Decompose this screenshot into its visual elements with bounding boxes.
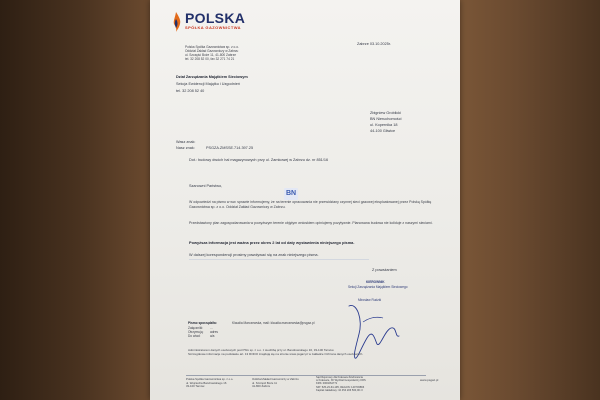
attachment-value: adres — [210, 330, 218, 334]
bn-watermark: BN — [284, 188, 298, 200]
sender-line: Polska Spółka Gazownictwa sp. z o.o. — [185, 45, 239, 49]
recipient-line: BN Nieruchomości — [370, 117, 402, 121]
prepared-by-label: Pismo sporządziła: — [188, 321, 217, 325]
prepared-by-name: Klaudia Marczewska, mail: klaudia.marczewska@psgaz.pl — [232, 321, 315, 325]
body-paragraph-1: W odpowiedzi na pismo w ww. sprawie informujemy, że na terenie opracowania nie przewidziany czynnej sieci gazowej eksploatowanej przez Polską Spółkę Gazownictwa sp. z o.o. Oddział Zakład Gazowniczy w Zabrzu. — [189, 200, 432, 209]
greeting: Szanowni Państwo, — [189, 184, 223, 188]
underline — [189, 259, 369, 260]
footer-line: Kapitał zakładowy: 10 454 206 500,00 zł — [316, 388, 363, 392]
footer-line: 41-800 Zabrze — [252, 384, 271, 389]
brand-subtitle: SPÓŁKA GAZOWNICTWA — [185, 25, 241, 30]
footer-line: w Krakowie, XII Wydział Gospodarczy KRS — [316, 379, 366, 383]
privacy-note-line: Administratorem danych osobowych jest PSG sp. z o.o. z siedzibą przy ul. Bandrowskiego 16, 33-100 Tarnów. — [188, 348, 335, 352]
sender-line: Oddział Zakład Gazowniczy w Zabrzu — [185, 49, 239, 53]
footer-line: KRS: 0000264771 — [316, 382, 338, 386]
closing: Z poważaniem — [372, 268, 397, 272]
footer-divider — [186, 375, 426, 376]
our-mark-label: Nasz znak: — [176, 146, 195, 150]
attachment-value: a/a — [210, 334, 215, 338]
footer-col-2 — [252, 378, 299, 389]
stamp-person: Mirosław Rudzki — [358, 298, 382, 302]
footer-website: www.psgaz.pl — [420, 378, 439, 382]
recipient-line: ul. Kopernika 18 — [370, 123, 398, 127]
footer-col-3 — [316, 376, 366, 392]
attachment-value: ... — [210, 326, 213, 330]
stamp-role: Sekcji Zarządzania Majątkiem Sieciowego — [348, 285, 408, 289]
your-mark-label: Wasz znak: — [176, 140, 196, 144]
our-mark-value: PSGZA.ZMSSE.714.397.25 — [206, 146, 254, 150]
background-left — [0, 0, 150, 400]
flame-logo-icon — [170, 12, 182, 32]
attachment-label: Otrzymują: — [188, 330, 204, 334]
recipient-line: Zbigniew Groblicki — [370, 111, 402, 115]
sender-line: ul. Szczęść Boże 11, 41-800 Zabrze — [185, 53, 236, 57]
sender-line: tel. 32 208 52 00, fax 32 271 74 21 — [185, 57, 235, 61]
footer-line: ul. Szczęść Boże 11 — [252, 380, 277, 385]
footer-line: Polska Spółka Gazownictwa sp. z o.o. — [186, 377, 234, 381]
footer-line: Sąd Rejonowy dla Krakowa-Śródmieścia — [316, 376, 363, 379]
correspondence-notice: W dalszej korespondencji prosimy powoływać się na znak niniejszego pisma. — [189, 253, 319, 257]
validity-notice: Powyższa informacja jest ważna przez okres 2 lat od daty wystawienia niniejszego pisma. — [189, 240, 355, 245]
letter-subject: Dot.: budowy dwóch hal magazynowych przy ul. Zamkowej w Zabrzu dz. nr 851/16 — [189, 158, 329, 162]
footer-line: Oddział Zakład Gazowniczy w Zabrzu — [252, 377, 299, 381]
department-title: Dział Zarządzania Majątkiem Sieciowym — [176, 75, 248, 79]
background-right — [460, 0, 600, 400]
attachment-label: Załączniki: — [188, 326, 204, 330]
body-paragraph-2: Przedstawiony plan zagospodarowania w powyższym terenie objętym wnioskiem opiniujemy pozytywnie. Planowana budowa nie koliduje z naszymi sieciami. — [189, 221, 433, 225]
stamp-name: KIEROWNIK — [366, 280, 385, 284]
recipient-line: 44-100 Gliwice — [370, 129, 396, 133]
department-subtitle: Sekcja Ewidencji Majątku i Uzgodnień — [176, 82, 240, 86]
footer-line: ul. Wojciecha Bandrowskiego 16 — [186, 380, 227, 385]
footer-col-1 — [186, 378, 233, 389]
footer-line: 33-100 Tarnów — [186, 384, 205, 389]
footer-line: NIP: 525-23-64-195, REGON: 140703866 — [316, 385, 365, 389]
privacy-note-line: Szczegółowe informacje na podstawie art. 13 RODO znajdują się na stronie www.psgaz.pl w zakładce Ochrona danych osobowych. — [188, 352, 364, 356]
letter-date: Zabrze 03.10.2025r. — [357, 42, 391, 46]
brand-name: POLSKA — [185, 10, 246, 26]
attachment-label: Do wiad: — [188, 334, 201, 338]
letter-page — [150, 0, 460, 400]
department-phone: tel. 32 208 52 40 — [176, 89, 205, 93]
